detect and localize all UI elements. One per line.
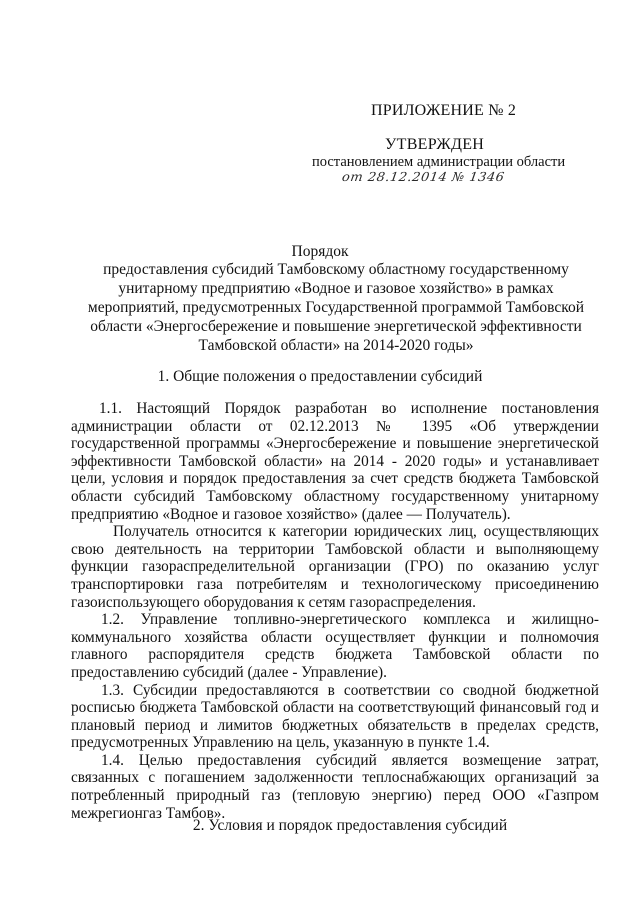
document-title: Порядок bbox=[291, 243, 349, 260]
document-body bbox=[71, 400, 599, 822]
paragraph-1-4: 1.4. Целью предоставления субсидий является возмещение затрат, связанных с погашением задолженности теплоснабжающих организаций за потребленный природный газ (тепловую энергию) перед ООО «Газпром межрегионгаз Тамбов». bbox=[71, 751, 599, 822]
paragraph-1-1: 1.1. Настоящий Порядок разработан во исполнение постановления администрации области от 02.12.2013 № 1395 «Об утверждении государственной программы «Энергосбережение и повышение энергетической эффективности Тамбовской области» на 2014 - 2020 годы» и устанавливает цели, условия и порядок предоставления за счет средств бюджета Тамбовской области субсидий Тамбовскому областному государственному унитарному предприятию «Водное и газовое хозяйство» (далее — Получатель). bbox=[71, 400, 599, 523]
section-2-heading: 2. Условия и порядок предоставления субсидий bbox=[192, 817, 508, 834]
appendix-label: ПРИЛОЖЕНИЕ № 2 bbox=[371, 102, 517, 119]
document-subtitle: предоставления субсидий Тамбовскому областному государственному унитарному предприятию «Водное и газовое хозяйство» в рамках мероприятий, предусмотренных Государственной программой Тамбовской области «Энергосбережение и повышение энергетической эффективности Тамбовской области» на 2014-2020 годы» bbox=[87, 261, 585, 354]
decree-reference: постановлением администрации области bbox=[312, 154, 566, 170]
paragraph-1-1-recipient: Получатель относится к категории юридических лиц, осуществляющих свою деятельность на территории Тамбовской области и выполняющему функции газораспределительной организации (ГРО) по оказанию услуг транспортировки газа потребителям и технологическому присоединению газоиспользующего оборудования к сетям газораспределения. bbox=[71, 523, 599, 611]
paragraph-1-3: 1.3. Субсидии предоставляются в соответствии со сводной бюджетной росписью бюджета Тамбовской области на соответствующий финансовый год и плановый период и лимитов бюджетных обязательств в пределах средств, предусмотренных Управлению на цель, указанную в пункте 1.4. bbox=[71, 681, 599, 752]
section-1-heading: 1. Общие положения о предоставлении субсидий bbox=[157, 368, 483, 385]
paragraph-1-2: 1.2. Управление топливно-энергетического комплекса и жилищно-коммунального хозяйства области осуществляет функции и полномочия главного распорядителя средств бюджета Тамбовской области по предоставлению субсидий (далее - Управление). bbox=[71, 611, 599, 681]
approved-label: УТВЕРЖДЕН bbox=[385, 136, 485, 153]
handwritten-date-number: от 28.12.2014 № 1346 bbox=[340, 170, 506, 185]
